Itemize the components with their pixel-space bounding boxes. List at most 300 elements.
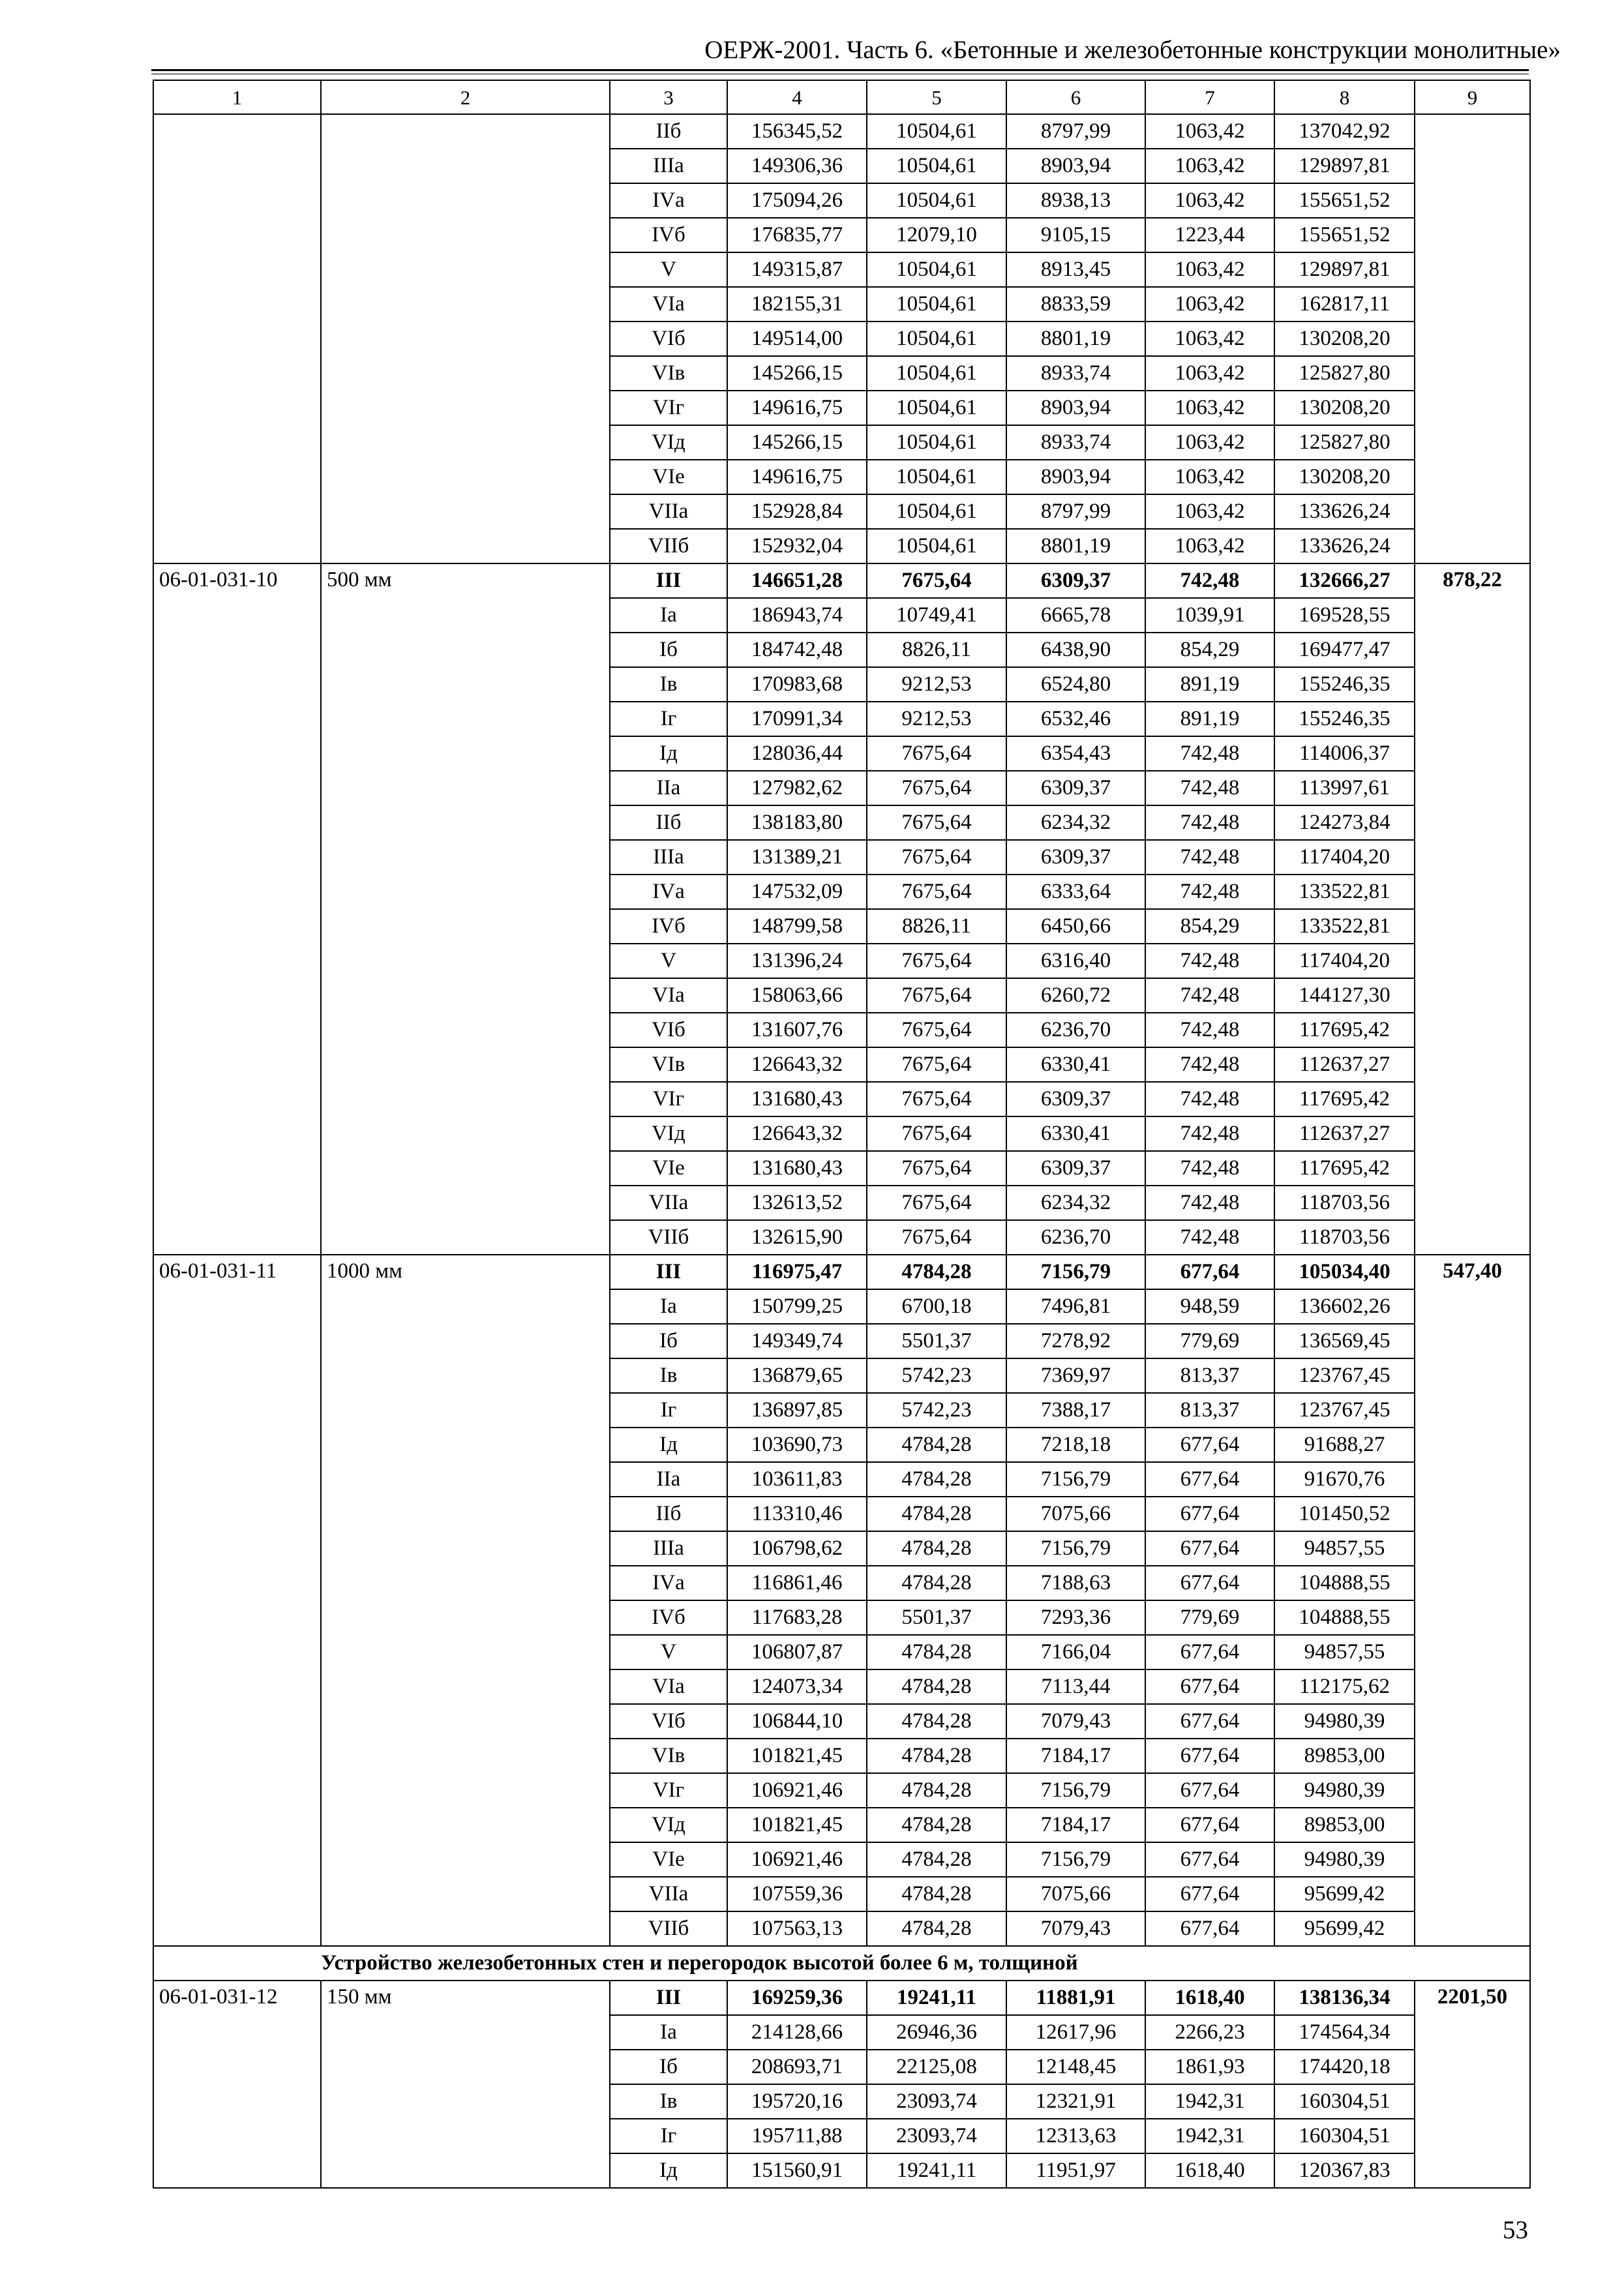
column-number-row: [153, 80, 1530, 114]
value-cell: 11951,97: [1006, 2153, 1145, 2188]
value-cell: 103690,73: [727, 1428, 867, 1462]
value-cell: 137042,92: [1274, 114, 1415, 149]
price-table-body: [153, 80, 1530, 2188]
value-cell: 10504,61: [867, 391, 1006, 425]
value-cell: 151560,91: [727, 2153, 867, 2188]
value-cell: 742,48: [1145, 875, 1274, 909]
value-cell: 1618,40: [1145, 2153, 1274, 2188]
value-cell: 195711,88: [727, 2119, 867, 2153]
value-cell: 123767,45: [1274, 1358, 1415, 1393]
value-cell: 106921,46: [727, 1842, 867, 1877]
value-cell: 130208,20: [1274, 391, 1415, 425]
value-cell: 891,19: [1145, 667, 1274, 702]
zone-cell: VIа: [610, 1669, 727, 1704]
zone-cell: Iд: [610, 1428, 727, 1462]
value-cell: 1942,31: [1145, 2084, 1274, 2119]
value-cell: 131680,43: [727, 1082, 867, 1116]
value-cell: 742,48: [1145, 1047, 1274, 1082]
value-cell: 152928,84: [727, 494, 867, 529]
value-cell: 677,64: [1145, 1255, 1274, 1289]
column-number: 6: [1006, 80, 1145, 114]
zone-cell: IVб: [610, 909, 727, 944]
value-cell: 7675,64: [867, 563, 1006, 598]
column-number: 7: [1145, 80, 1274, 114]
zone-cell: IVа: [610, 875, 727, 909]
value-cell: 113997,61: [1274, 771, 1415, 805]
value-cell: 145266,15: [727, 425, 867, 460]
value-cell: 136897,85: [727, 1393, 867, 1428]
value-cell: 4784,28: [867, 1428, 1006, 1462]
zone-cell: IIа: [610, 1462, 727, 1497]
value-cell: 89853,00: [1274, 1808, 1415, 1842]
value-cell: 7278,92: [1006, 1324, 1145, 1358]
value-cell: 6450,66: [1006, 909, 1145, 944]
value-cell: 813,37: [1145, 1358, 1274, 1393]
value-cell: 112637,27: [1274, 1116, 1415, 1151]
value-cell: 8833,59: [1006, 287, 1145, 322]
value-cell: 116861,46: [727, 1566, 867, 1600]
section-header-row: [153, 1946, 1530, 1981]
zone-cell: Iг: [610, 1393, 727, 1428]
value-cell: 7079,43: [1006, 1704, 1145, 1739]
value-cell: 155246,35: [1274, 667, 1415, 702]
value-cell: 149349,74: [727, 1324, 867, 1358]
item-name: 1000 мм: [321, 1255, 610, 1946]
value-cell: 8903,94: [1006, 149, 1145, 183]
value-cell: 132666,27: [1274, 563, 1415, 598]
value-cell: 7156,79: [1006, 1773, 1145, 1808]
value-cell: 4784,28: [867, 1773, 1006, 1808]
value-cell: 214128,66: [727, 2015, 867, 2050]
value-cell: 117683,28: [727, 1600, 867, 1635]
value-cell: 169259,36: [727, 1981, 867, 2015]
zone-cell: VIIа: [610, 1186, 727, 1220]
value-cell: 124073,34: [727, 1669, 867, 1704]
value-cell: 7675,64: [867, 771, 1006, 805]
zone-cell: Iа: [610, 2015, 727, 2050]
value-cell: 7675,64: [867, 805, 1006, 840]
value-cell: 6309,37: [1006, 563, 1145, 598]
zone-cell: VIIа: [610, 1877, 727, 1911]
value-cell: 132613,52: [727, 1186, 867, 1220]
price-table: [153, 80, 1531, 2189]
value-cell: 106844,10: [727, 1704, 867, 1739]
value-cell: 1063,42: [1145, 149, 1274, 183]
zone-cell: Iв: [610, 667, 727, 702]
value-cell: 6260,72: [1006, 978, 1145, 1013]
value-cell: 779,69: [1145, 1600, 1274, 1635]
value-cell: 208693,71: [727, 2050, 867, 2084]
value-cell: 4784,28: [867, 1842, 1006, 1877]
value-cell: 6665,78: [1006, 598, 1145, 633]
value-cell: 112175,62: [1274, 1669, 1415, 1704]
value-cell: 125827,80: [1274, 356, 1415, 391]
value-cell: 7218,18: [1006, 1428, 1145, 1462]
value-cell: 5501,37: [867, 1324, 1006, 1358]
zone-cell: VIг: [610, 1773, 727, 1808]
value-cell: 155246,35: [1274, 702, 1415, 736]
value-cell: 1063,42: [1145, 460, 1274, 494]
zone-cell: IIа: [610, 771, 727, 805]
zone-cell: Iа: [610, 598, 727, 633]
value-cell: 7675,64: [867, 1186, 1006, 1220]
zone-cell: IVа: [610, 183, 727, 218]
value-cell: 7156,79: [1006, 1462, 1145, 1497]
value-cell: 182155,31: [727, 287, 867, 322]
value-cell: 813,37: [1145, 1393, 1274, 1428]
value-cell: 126643,32: [727, 1047, 867, 1082]
value-cell: 136569,45: [1274, 1324, 1415, 1358]
value-cell: 7293,36: [1006, 1600, 1145, 1635]
value-cell: 186943,74: [727, 598, 867, 633]
value-cell: 742,48: [1145, 805, 1274, 840]
column-number: 4: [727, 80, 867, 114]
value-cell: 8903,94: [1006, 391, 1145, 425]
value-cell: 4784,28: [867, 1669, 1006, 1704]
value-cell: 742,48: [1145, 736, 1274, 771]
zone-cell: VIд: [610, 425, 727, 460]
zone-cell: IIIа: [610, 840, 727, 875]
rate-cell: 2201,50: [1415, 1981, 1530, 2188]
value-cell: 117695,42: [1274, 1013, 1415, 1047]
value-cell: 130208,20: [1274, 460, 1415, 494]
value-cell: 1861,93: [1145, 2050, 1274, 2084]
value-cell: 8933,74: [1006, 356, 1145, 391]
value-cell: 7675,64: [867, 978, 1006, 1013]
value-cell: 677,64: [1145, 1497, 1274, 1531]
value-cell: 162817,11: [1274, 287, 1415, 322]
value-cell: 7675,64: [867, 736, 1006, 771]
value-cell: 4784,28: [867, 1531, 1006, 1566]
item-name: [321, 114, 610, 563]
value-cell: 149616,75: [727, 460, 867, 494]
value-cell: 948,59: [1145, 1289, 1274, 1324]
zone-cell: IIб: [610, 1497, 727, 1531]
value-cell: 677,64: [1145, 1704, 1274, 1739]
value-cell: 7156,79: [1006, 1531, 1145, 1566]
column-number: 5: [867, 80, 1006, 114]
value-cell: 129897,81: [1274, 252, 1415, 287]
value-cell: 129897,81: [1274, 149, 1415, 183]
value-cell: 1063,42: [1145, 529, 1274, 563]
value-cell: 6316,40: [1006, 944, 1145, 978]
item-code: 06-01-031-10: [153, 563, 321, 1255]
value-cell: 677,64: [1145, 1635, 1274, 1669]
value-cell: 91688,27: [1274, 1428, 1415, 1462]
value-cell: 7388,17: [1006, 1393, 1145, 1428]
zone-cell: VIв: [610, 1047, 727, 1082]
zone-cell: IIIа: [610, 149, 727, 183]
value-cell: 7188,63: [1006, 1566, 1145, 1600]
header-rule-thick: [151, 69, 1529, 71]
value-cell: 105034,40: [1274, 1255, 1415, 1289]
value-cell: 94980,39: [1274, 1842, 1415, 1877]
value-cell: 1063,42: [1145, 252, 1274, 287]
value-cell: 131389,21: [727, 840, 867, 875]
value-cell: 91670,76: [1274, 1462, 1415, 1497]
value-cell: 1063,42: [1145, 494, 1274, 529]
value-cell: 19241,11: [867, 1981, 1006, 2015]
value-cell: 742,48: [1145, 771, 1274, 805]
value-cell: 8938,13: [1006, 183, 1145, 218]
zone-cell: Iв: [610, 2084, 727, 2119]
value-cell: 742,48: [1145, 1151, 1274, 1186]
zone-cell: Iб: [610, 1324, 727, 1358]
value-cell: 116975,47: [727, 1255, 867, 1289]
value-cell: 117695,42: [1274, 1151, 1415, 1186]
column-number: 8: [1274, 80, 1415, 114]
zone-cell: VIIа: [610, 494, 727, 529]
value-cell: 677,64: [1145, 1842, 1274, 1877]
value-cell: 107563,13: [727, 1911, 867, 1946]
value-cell: 10504,61: [867, 149, 1006, 183]
value-cell: 147532,09: [727, 875, 867, 909]
value-cell: 677,64: [1145, 1739, 1274, 1773]
value-cell: 7675,64: [867, 944, 1006, 978]
value-cell: 6309,37: [1006, 1082, 1145, 1116]
value-cell: 8797,99: [1006, 494, 1145, 529]
value-cell: 5742,23: [867, 1358, 1006, 1393]
value-cell: 854,29: [1145, 909, 1274, 944]
value-cell: 184742,48: [727, 633, 867, 667]
value-cell: 6330,41: [1006, 1116, 1145, 1151]
value-cell: 138183,80: [727, 805, 867, 840]
value-cell: 23093,74: [867, 2119, 1006, 2153]
value-cell: 125827,80: [1274, 425, 1415, 460]
item-name: 150 мм: [321, 1981, 610, 2188]
value-cell: 12617,96: [1006, 2015, 1145, 2050]
value-cell: 8801,19: [1006, 322, 1145, 356]
value-cell: 742,48: [1145, 563, 1274, 598]
item-code: 06-01-031-12: [153, 1981, 321, 2188]
value-cell: 136879,65: [727, 1358, 867, 1393]
value-cell: 4784,28: [867, 1704, 1006, 1739]
value-cell: 5742,23: [867, 1393, 1006, 1428]
column-number: 9: [1415, 80, 1530, 114]
value-cell: 7075,66: [1006, 1497, 1145, 1531]
value-cell: 8913,45: [1006, 252, 1145, 287]
zone-cell: III: [610, 1255, 727, 1289]
value-cell: 174420,18: [1274, 2050, 1415, 2084]
item-code: 06-01-031-11: [153, 1255, 321, 1946]
value-cell: 10504,61: [867, 252, 1006, 287]
value-cell: 6236,70: [1006, 1013, 1145, 1047]
value-cell: 6309,37: [1006, 840, 1145, 875]
value-cell: 677,64: [1145, 1808, 1274, 1842]
value-cell: 6236,70: [1006, 1220, 1145, 1255]
zone-cell: IVа: [610, 1566, 727, 1600]
value-cell: 10504,61: [867, 287, 1006, 322]
value-cell: 118703,56: [1274, 1220, 1415, 1255]
value-cell: 677,64: [1145, 1428, 1274, 1462]
value-cell: 136602,26: [1274, 1289, 1415, 1324]
table-row: [153, 1981, 1530, 2015]
value-cell: 7675,64: [867, 1116, 1006, 1151]
zone-cell: VIб: [610, 322, 727, 356]
value-cell: 6532,46: [1006, 702, 1145, 736]
value-cell: 170983,68: [727, 667, 867, 702]
value-cell: 1063,42: [1145, 391, 1274, 425]
value-cell: 10504,61: [867, 425, 1006, 460]
page-header-title: ОЕРЖ-2001. Часть 6. «Бетонные и железобетонные конструкции монолитные»: [704, 36, 1561, 64]
value-cell: 7184,17: [1006, 1808, 1145, 1842]
value-cell: 742,48: [1145, 1186, 1274, 1220]
value-cell: 10504,61: [867, 356, 1006, 391]
value-cell: 10504,61: [867, 114, 1006, 149]
value-cell: 1618,40: [1145, 1981, 1274, 2015]
value-cell: 130208,20: [1274, 322, 1415, 356]
zone-cell: VIе: [610, 460, 727, 494]
zone-cell: VIIб: [610, 529, 727, 563]
column-number: 1: [153, 80, 321, 114]
value-cell: 133522,81: [1274, 909, 1415, 944]
value-cell: 8826,11: [867, 909, 1006, 944]
zone-cell: VIв: [610, 356, 727, 391]
value-cell: 8903,94: [1006, 460, 1145, 494]
table-row: [153, 1255, 1530, 1289]
zone-cell: VIIб: [610, 1220, 727, 1255]
value-cell: 118703,56: [1274, 1186, 1415, 1220]
zone-cell: VIг: [610, 391, 727, 425]
value-cell: 6234,32: [1006, 1186, 1145, 1220]
value-cell: 132615,90: [727, 1220, 867, 1255]
table-row: [153, 114, 1530, 149]
zone-cell: IIIа: [610, 1531, 727, 1566]
value-cell: 6309,37: [1006, 1151, 1145, 1186]
value-cell: 160304,51: [1274, 2119, 1415, 2153]
value-cell: 742,48: [1145, 1116, 1274, 1151]
value-cell: 94857,55: [1274, 1635, 1415, 1669]
value-cell: 170991,34: [727, 702, 867, 736]
zone-cell: Iа: [610, 1289, 727, 1324]
zone-cell: III: [610, 563, 727, 598]
value-cell: 94857,55: [1274, 1531, 1415, 1566]
value-cell: 1942,31: [1145, 2119, 1274, 2153]
value-cell: 7166,04: [1006, 1635, 1145, 1669]
zone-cell: VIд: [610, 1116, 727, 1151]
value-cell: 127982,62: [727, 771, 867, 805]
value-cell: 114006,37: [1274, 736, 1415, 771]
value-cell: 113310,46: [727, 1497, 867, 1531]
value-cell: 117695,42: [1274, 1082, 1415, 1116]
zone-cell: Iб: [610, 2050, 727, 2084]
value-cell: 1063,42: [1145, 356, 1274, 391]
value-cell: 126643,32: [727, 1116, 867, 1151]
value-cell: 128036,44: [727, 736, 867, 771]
value-cell: 12321,91: [1006, 2084, 1145, 2119]
value-cell: 1063,42: [1145, 183, 1274, 218]
value-cell: 742,48: [1145, 1082, 1274, 1116]
value-cell: 854,29: [1145, 633, 1274, 667]
value-cell: 103611,83: [727, 1462, 867, 1497]
value-cell: 176835,77: [727, 218, 867, 252]
zone-cell: Iб: [610, 633, 727, 667]
value-cell: 9212,53: [867, 667, 1006, 702]
value-cell: 23093,74: [867, 2084, 1006, 2119]
value-cell: 175094,26: [727, 183, 867, 218]
value-cell: 7675,64: [867, 1082, 1006, 1116]
value-cell: 677,64: [1145, 1911, 1274, 1946]
section-header-spacer: [153, 1946, 321, 1981]
value-cell: 4784,28: [867, 1911, 1006, 1946]
value-cell: 94980,39: [1274, 1704, 1415, 1739]
value-cell: 4784,28: [867, 1255, 1006, 1289]
value-cell: 131396,24: [727, 944, 867, 978]
value-cell: 10749,41: [867, 598, 1006, 633]
value-cell: 123767,45: [1274, 1393, 1415, 1428]
value-cell: 12313,63: [1006, 2119, 1145, 2153]
zone-cell: IIб: [610, 114, 727, 149]
value-cell: 155651,52: [1274, 218, 1415, 252]
value-cell: 138136,34: [1274, 1981, 1415, 2015]
zone-cell: Iв: [610, 1358, 727, 1393]
value-cell: 1063,42: [1145, 287, 1274, 322]
value-cell: 150799,25: [727, 1289, 867, 1324]
value-cell: 145266,15: [727, 356, 867, 391]
value-cell: 104888,55: [1274, 1600, 1415, 1635]
zone-cell: IVб: [610, 218, 727, 252]
value-cell: 779,69: [1145, 1324, 1274, 1358]
column-number: 2: [321, 80, 610, 114]
rate-cell: 878,22: [1415, 563, 1530, 1255]
table-row: [153, 563, 1530, 598]
zone-cell: VIе: [610, 1842, 727, 1877]
value-cell: 10504,61: [867, 460, 1006, 494]
value-cell: 677,64: [1145, 1773, 1274, 1808]
zone-cell: Iг: [610, 2119, 727, 2153]
value-cell: 8801,19: [1006, 529, 1145, 563]
zone-cell: V: [610, 1635, 727, 1669]
value-cell: 7156,79: [1006, 1255, 1145, 1289]
value-cell: 120367,83: [1274, 2153, 1415, 2188]
zone-cell: VIг: [610, 1082, 727, 1116]
value-cell: 742,48: [1145, 840, 1274, 875]
value-cell: 101450,52: [1274, 1497, 1415, 1531]
zone-cell: VIа: [610, 287, 727, 322]
value-cell: 742,48: [1145, 1220, 1274, 1255]
value-cell: 133626,24: [1274, 529, 1415, 563]
value-cell: 156345,52: [727, 114, 867, 149]
value-cell: 106921,46: [727, 1773, 867, 1808]
value-cell: 95699,42: [1274, 1911, 1415, 1946]
value-cell: 9212,53: [867, 702, 1006, 736]
value-cell: 6524,80: [1006, 667, 1145, 702]
value-cell: 19241,11: [867, 2153, 1006, 2188]
value-cell: 4784,28: [867, 1462, 1006, 1497]
value-cell: 107559,36: [727, 1877, 867, 1911]
zone-cell: Iд: [610, 2153, 727, 2188]
value-cell: 6700,18: [867, 1289, 1006, 1324]
value-cell: 174564,34: [1274, 2015, 1415, 2050]
zone-cell: VIб: [610, 1013, 727, 1047]
value-cell: 117404,20: [1274, 840, 1415, 875]
value-cell: 169528,55: [1274, 598, 1415, 633]
value-cell: 6333,64: [1006, 875, 1145, 909]
rate-cell: [1415, 114, 1530, 563]
rate-cell: 547,40: [1415, 1255, 1530, 1946]
value-cell: 149616,75: [727, 391, 867, 425]
value-cell: 891,19: [1145, 702, 1274, 736]
zone-cell: IIб: [610, 805, 727, 840]
value-cell: 12148,45: [1006, 2050, 1145, 2084]
value-cell: 4784,28: [867, 1635, 1006, 1669]
value-cell: 169477,47: [1274, 633, 1415, 667]
value-cell: 677,64: [1145, 1877, 1274, 1911]
value-cell: 7675,64: [867, 840, 1006, 875]
value-cell: 10504,61: [867, 494, 1006, 529]
section-title: Устройство железобетонных стен и перегородок высотой более 6 м, толщиной: [321, 1946, 1530, 1981]
value-cell: 7675,64: [867, 1047, 1006, 1082]
